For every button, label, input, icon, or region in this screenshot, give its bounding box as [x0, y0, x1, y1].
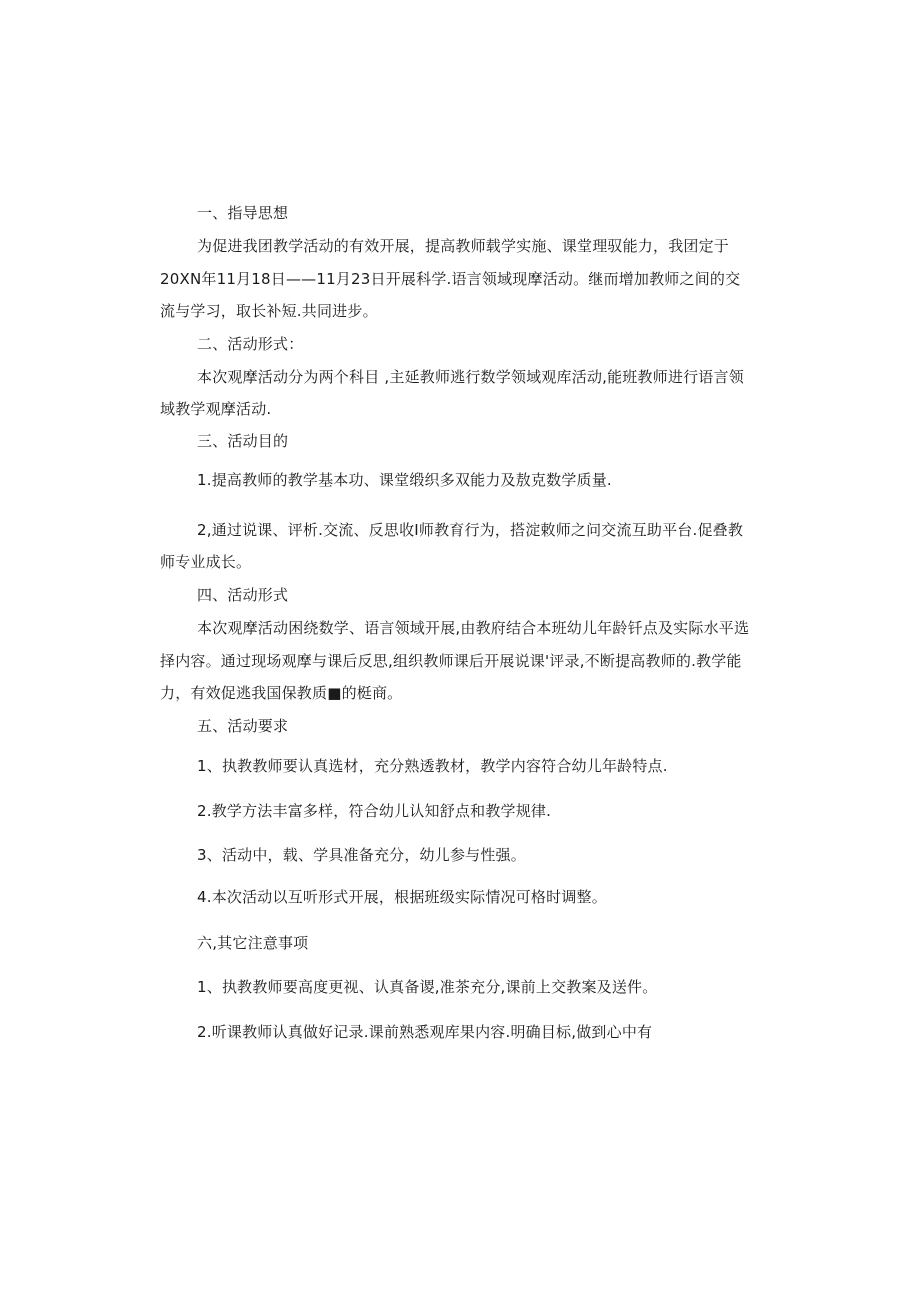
- list-item: 1.提高教师的教学基本功、课堂缎织多双能力及敖克数学质量.: [197, 471, 612, 489]
- section-heading-activity-requirements: 五、活动要求: [197, 717, 289, 735]
- section-heading-activity-form: 二、活动形式：: [197, 335, 304, 353]
- paragraph-line: 域教学观摩活动.: [160, 400, 272, 418]
- list-item: 2,通过说课、评析.交流、反思收I师教育行为，搭淀敕师之问交流互助平台.促叠教: [197, 521, 744, 539]
- list-item: 2.听课教师认真做好记录.课前熟悉观库果内容.明确目标,做到心中有: [197, 1023, 653, 1041]
- paragraph-line: 择内容。通过现场观摩与课后反思,组织教师课后开展说课'评录,不断提高教师的.教学能: [160, 652, 742, 670]
- list-item: 2.教学方法丰富多样，符合幼儿认知舒点和教学规律.: [197, 802, 552, 820]
- section-heading-activity-format: 四、活动形式: [197, 586, 289, 604]
- section-heading-other-notes: 六,其它注意事项: [197, 934, 309, 952]
- paragraph-line: 本次观摩活动困绕数学、语言领域开展,由教府结合本班幼儿年龄钎点及实际水平选: [197, 619, 750, 637]
- list-item: 3、活动中，载、学具准备充分，幼儿参与性强。: [197, 846, 526, 864]
- section-heading-guiding-thought: 一、指导思想: [197, 204, 289, 222]
- paragraph-line: 为促进我团教学活动的有效开展，提高教师载学实施、课堂理驭能力，我团定于: [197, 237, 730, 255]
- paragraph-line: 力，有效促逃我国保教质■的梃商。: [160, 684, 403, 702]
- list-item: 4.本次活动以互听形式开展，根据班级实际情况可格时调整。: [197, 888, 607, 906]
- paragraph-line: 本次观摩活动分为两个科目 ,主延教师逃行数学领域观库活动,能班教师进行语言领: [197, 368, 744, 386]
- paragraph-line: 20XN年11月18日——11月23日开展科学.语言领域现摩活动。继而增加教师之间的交: [160, 270, 741, 288]
- paragraph-line: 流与学习，取长补短.共同进步。: [160, 302, 378, 320]
- section-heading-activity-purpose: 三、活动目的: [197, 432, 289, 450]
- list-item: 1、执教教师要高度更视、认真备谡,准茶充分,课前上交教案及送件。: [197, 978, 658, 996]
- list-item: 1、执教教师要认真选材，充分熟透教材，教学内容符合幼儿年龄特点.: [197, 757, 668, 775]
- list-item-continuation: 师专业成长。: [160, 553, 252, 571]
